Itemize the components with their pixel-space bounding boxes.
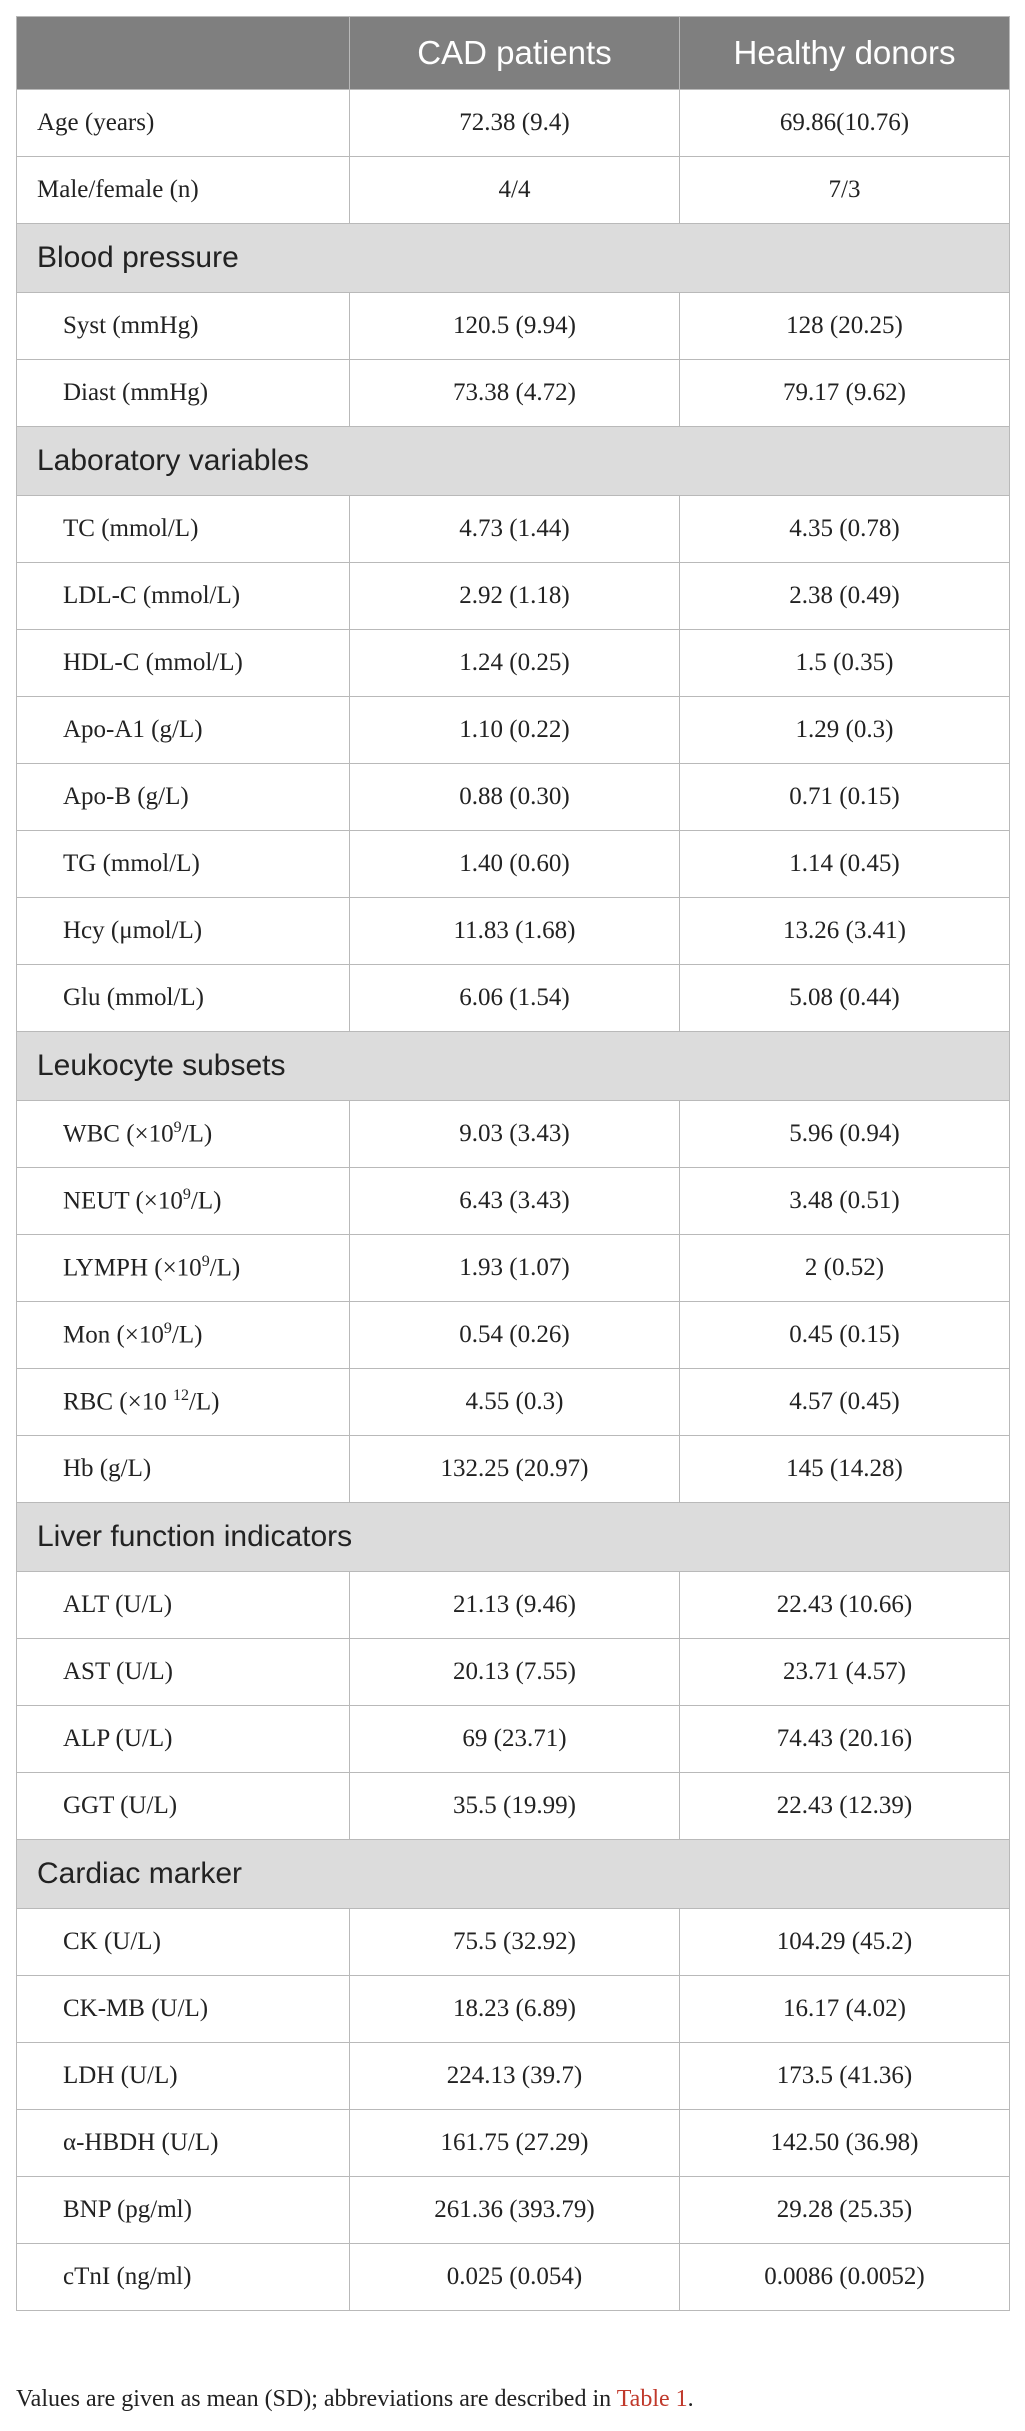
row-label-unit: /L): [190, 1187, 222, 1215]
row-label-text: Glu (mmol/L): [63, 984, 204, 1011]
section-title: Laboratory variables: [17, 427, 1010, 496]
section-row: [17, 1840, 1010, 1909]
cad-value-cell: 132.25 (20.97): [350, 1436, 680, 1503]
healthy-value-cell: 1.14 (0.45): [680, 831, 1010, 898]
healthy-value-cell: 0.71 (0.15): [680, 764, 1010, 831]
table-row: [17, 831, 1010, 898]
footnote-text: Values are given as mean (SD); abbreviations are described in: [16, 2386, 617, 2412]
cad-value-cell: 1.24 (0.25): [350, 630, 680, 697]
cad-value-cell: 4.55 (0.3): [350, 1369, 680, 1436]
healthy-value-cell: 1.29 (0.3): [680, 697, 1010, 764]
row-label: [17, 1706, 350, 1773]
section-title: Liver function indicators: [17, 1503, 1010, 1572]
table-row: [17, 1909, 1010, 1976]
cad-value-cell: 0.88 (0.30): [350, 764, 680, 831]
data-table: [16, 16, 1010, 2311]
table-row: [17, 2244, 1010, 2311]
row-label: [17, 1773, 350, 1840]
healthy-value-cell: 13.26 (3.41): [680, 898, 1010, 965]
healthy-value-cell: 16.17 (4.02): [680, 1976, 1010, 2043]
cad-value-cell: 75.5 (32.92): [350, 1909, 680, 1976]
cad-value-cell: 1.93 (1.07): [350, 1235, 680, 1302]
table-row: [17, 764, 1010, 831]
cad-value-cell: 1.10 (0.22): [350, 697, 680, 764]
row-label-text: ALT (U/L): [63, 1591, 173, 1618]
healthy-value-cell: 2 (0.52): [680, 1235, 1010, 1302]
row-label-text: LDH (U/L): [63, 2062, 178, 2089]
row-label: [17, 764, 350, 831]
row-label: [17, 2177, 350, 2244]
section-row: [17, 1503, 1010, 1572]
cad-value-cell: 1.40 (0.60): [350, 831, 680, 898]
table-row: [17, 1168, 1010, 1235]
row-label-text: α-HBDH (U/L): [63, 2129, 219, 2156]
row-label-text: NEUT (×10: [63, 1187, 183, 1215]
row-label-text: Syst (mmHg): [63, 312, 199, 339]
row-label: [17, 1572, 350, 1639]
row-label: [17, 157, 350, 224]
table-row: [17, 1101, 1010, 1168]
row-label: [17, 563, 350, 630]
table-row: [17, 1976, 1010, 2043]
table-row: [17, 1436, 1010, 1503]
row-label-text: TC (mmol/L): [63, 515, 199, 542]
healthy-value-cell: 4.35 (0.78): [680, 496, 1010, 563]
cad-value-cell: 11.83 (1.68): [350, 898, 680, 965]
row-label-superscript: 9: [173, 1119, 182, 1137]
row-label-text: GGT (U/L): [63, 1792, 178, 1819]
cad-value-cell: 6.06 (1.54): [350, 965, 680, 1032]
cad-value-cell: 0.54 (0.26): [350, 1302, 680, 1369]
cad-value-cell: 9.03 (3.43): [350, 1101, 680, 1168]
header-row: [17, 17, 1010, 90]
healthy-value-cell: 69.86(10.76): [680, 90, 1010, 157]
row-label-text: Apo-A1 (g/L): [63, 716, 203, 743]
healthy-value-cell: 5.96 (0.94): [680, 1101, 1010, 1168]
cad-value-cell: 120.5 (9.94): [350, 293, 680, 360]
healthy-value-cell: 7/3: [680, 157, 1010, 224]
row-label-text: RBC (×10: [63, 1388, 173, 1416]
row-label: [17, 2110, 350, 2177]
row-label-unit: /L): [181, 1120, 213, 1148]
table-row: [17, 898, 1010, 965]
row-label-text: CK (U/L): [63, 1928, 161, 1955]
cad-value-cell: 4.73 (1.44): [350, 496, 680, 563]
table-row: [17, 1639, 1010, 1706]
row-label-superscript: 12: [172, 1387, 189, 1405]
table-row: [17, 1572, 1010, 1639]
row-label-text: Male/female (n): [37, 176, 199, 203]
table-row: [17, 2177, 1010, 2244]
row-label-text: BNP (pg/ml): [63, 2196, 192, 2223]
healthy-value-cell: 79.17 (9.62): [680, 360, 1010, 427]
table-body: [17, 90, 1010, 2311]
row-label-text: LDL-C (mmol/L): [63, 582, 241, 609]
row-label: [17, 1168, 350, 1235]
table-row: [17, 293, 1010, 360]
table-row: [17, 1302, 1010, 1369]
row-label-text: Diast (mmHg): [63, 379, 209, 406]
header-corner-cell: [17, 17, 350, 90]
table-1-link[interactable]: Table 1: [616, 2386, 688, 2412]
row-label: [17, 496, 350, 563]
footnote-end: .: [687, 2386, 694, 2412]
row-label: [17, 1101, 350, 1168]
table-row: [17, 2043, 1010, 2110]
table-row: [17, 1235, 1010, 1302]
healthy-value-cell: 128 (20.25): [680, 293, 1010, 360]
row-label-superscript: 9: [201, 1253, 210, 1271]
row-label: [17, 1302, 350, 1369]
cad-value-cell: 0.025 (0.054): [350, 2244, 680, 2311]
row-label: [17, 2244, 350, 2311]
row-label-text: Apo-B (g/L): [63, 783, 189, 810]
cad-value-cell: 18.23 (6.89): [350, 1976, 680, 2043]
healthy-value-cell: 145 (14.28): [680, 1436, 1010, 1503]
row-label: [17, 831, 350, 898]
row-label-text: ALP (U/L): [63, 1725, 173, 1752]
cad-value-cell: 161.75 (27.29): [350, 2110, 680, 2177]
row-label-text: CK-MB (U/L): [63, 1995, 209, 2022]
healthy-value-cell: 1.5 (0.35): [680, 630, 1010, 697]
row-label: [17, 697, 350, 764]
healthy-value-cell: 104.29 (45.2): [680, 1909, 1010, 1976]
row-label-text: AST (U/L): [63, 1658, 173, 1685]
row-label-text: WBC (×10: [63, 1120, 174, 1148]
cad-value-cell: 72.38 (9.4): [350, 90, 680, 157]
row-label: [17, 90, 350, 157]
cad-value-cell: 69 (23.71): [350, 1706, 680, 1773]
row-label: [17, 965, 350, 1032]
row-label-unit: /L): [209, 1254, 241, 1282]
section-row: [17, 224, 1010, 293]
row-label: [17, 898, 350, 965]
header-healthy-donors: Healthy donors: [680, 17, 1010, 90]
healthy-value-cell: 5.08 (0.44): [680, 965, 1010, 1032]
healthy-value-cell: 0.0086 (0.0052): [680, 2244, 1010, 2311]
row-label: [17, 630, 350, 697]
row-label: [17, 1235, 350, 1302]
section-title: Leukocyte subsets: [17, 1032, 1010, 1101]
table-row: [17, 90, 1010, 157]
healthy-value-cell: 4.57 (0.45): [680, 1369, 1010, 1436]
cad-value-cell: 261.36 (393.79): [350, 2177, 680, 2244]
row-label: [17, 293, 350, 360]
row-label: [17, 360, 350, 427]
row-label-superscript: 9: [182, 1186, 191, 1204]
cad-value-cell: 35.5 (19.99): [350, 1773, 680, 1840]
healthy-value-cell: 0.45 (0.15): [680, 1302, 1010, 1369]
row-label: [17, 2043, 350, 2110]
row-label: [17, 1436, 350, 1503]
row-label: [17, 1369, 350, 1436]
row-label-text: Hcy (μmol/L): [63, 917, 203, 944]
row-label-superscript: 9: [163, 1320, 172, 1338]
table-row: [17, 1369, 1010, 1436]
cad-value-cell: 4/4: [350, 157, 680, 224]
table-row: [17, 1706, 1010, 1773]
cad-value-cell: 6.43 (3.43): [350, 1168, 680, 1235]
row-label-unit: /L): [171, 1321, 203, 1349]
table-row: [17, 965, 1010, 1032]
healthy-value-cell: 74.43 (20.16): [680, 1706, 1010, 1773]
row-label-text: LYMPH (×10: [63, 1254, 202, 1282]
cad-value-cell: 21.13 (9.46): [350, 1572, 680, 1639]
healthy-value-cell: 22.43 (12.39): [680, 1773, 1010, 1840]
table-row: [17, 2110, 1010, 2177]
row-label-text: cTnI (ng/ml): [63, 2263, 192, 2290]
healthy-value-cell: 29.28 (25.35): [680, 2177, 1010, 2244]
row-label: [17, 1639, 350, 1706]
table-row: [17, 157, 1010, 224]
table-row: [17, 563, 1010, 630]
row-label: [17, 1976, 350, 2043]
section-row: [17, 427, 1010, 496]
footnote: [16, 2386, 694, 2413]
section-title: Cardiac marker: [17, 1840, 1010, 1909]
healthy-value-cell: 23.71 (4.57): [680, 1639, 1010, 1706]
cad-value-cell: 224.13 (39.7): [350, 2043, 680, 2110]
row-label-text: Mon (×10: [63, 1321, 164, 1349]
table-row: [17, 360, 1010, 427]
row-label-unit: /L): [188, 1388, 220, 1416]
healthy-value-cell: 142.50 (36.98): [680, 2110, 1010, 2177]
table-row: [17, 697, 1010, 764]
cad-value-cell: 2.92 (1.18): [350, 563, 680, 630]
healthy-value-cell: 22.43 (10.66): [680, 1572, 1010, 1639]
table-row: [17, 630, 1010, 697]
section-title: Blood pressure: [17, 224, 1010, 293]
row-label-text: TG (mmol/L): [63, 850, 200, 877]
healthy-value-cell: 173.5 (41.36): [680, 2043, 1010, 2110]
row-label-text: Hb (g/L): [63, 1455, 152, 1482]
table-row: [17, 1773, 1010, 1840]
cad-value-cell: 73.38 (4.72): [350, 360, 680, 427]
cad-value-cell: 20.13 (7.55): [350, 1639, 680, 1706]
row-label-text: HDL-C (mmol/L): [63, 649, 243, 676]
table-row: [17, 496, 1010, 563]
healthy-value-cell: 2.38 (0.49): [680, 563, 1010, 630]
healthy-value-cell: 3.48 (0.51): [680, 1168, 1010, 1235]
section-row: [17, 1032, 1010, 1101]
row-label-text: Age (years): [37, 109, 155, 136]
row-label: [17, 1909, 350, 1976]
header-cad-patients: CAD patients: [350, 17, 680, 90]
